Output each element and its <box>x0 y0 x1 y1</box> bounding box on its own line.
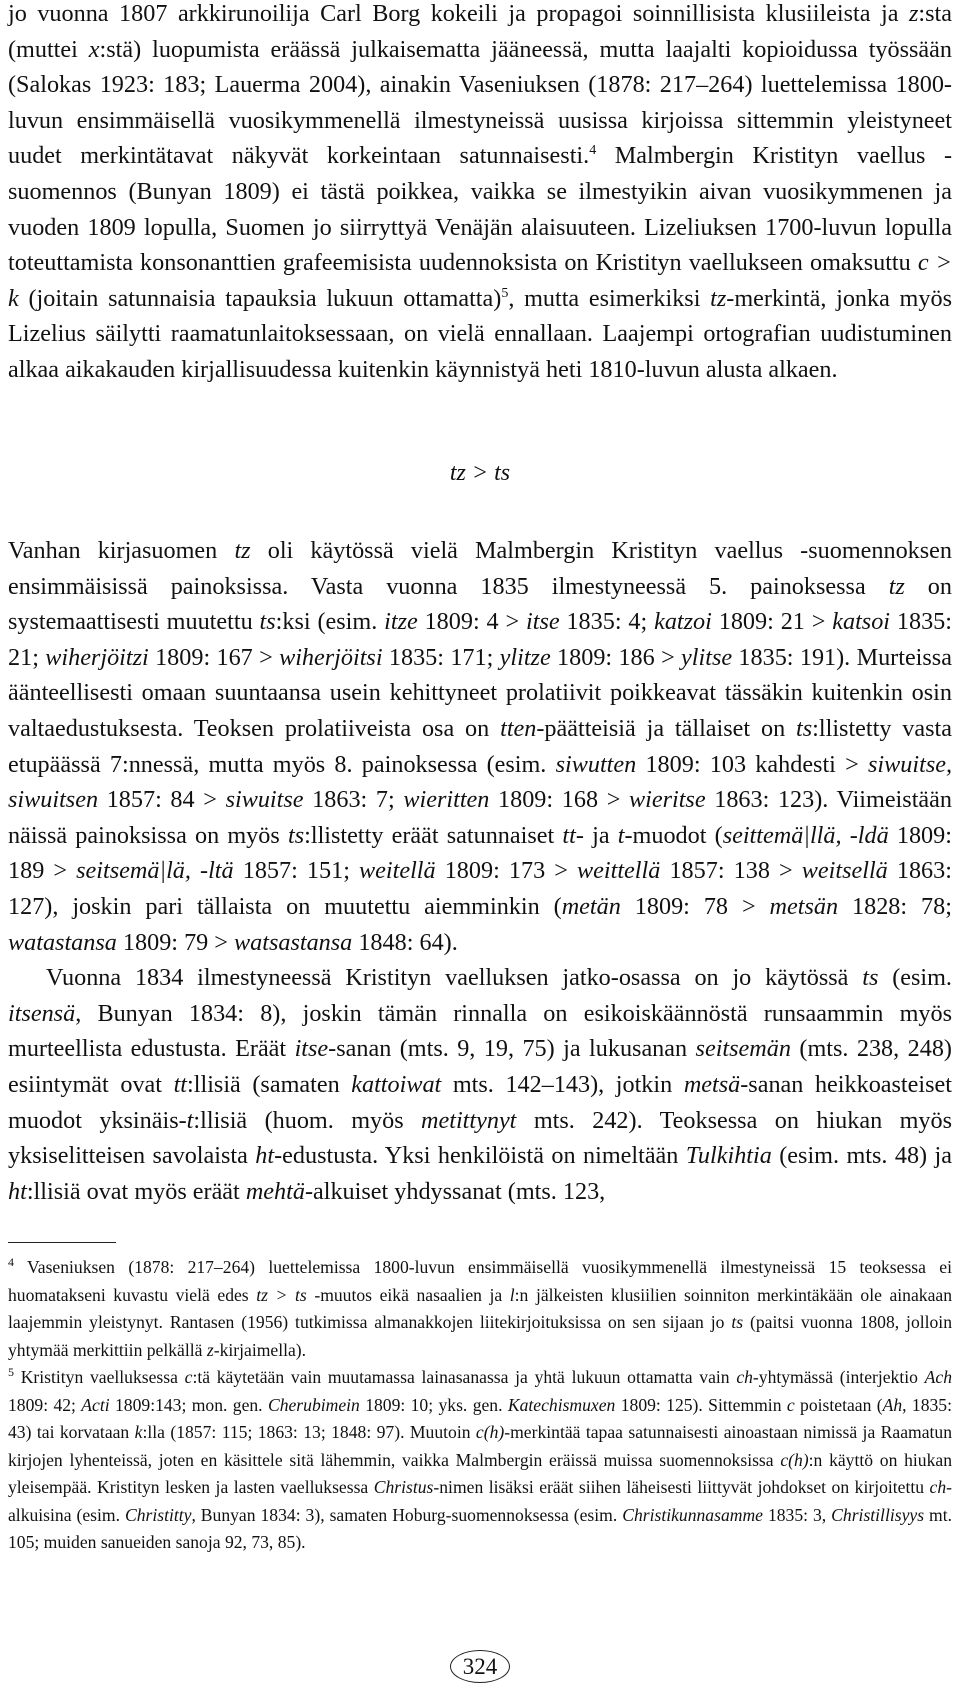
italic-run: kattoiwat <box>351 1070 442 1098</box>
text-run: Vaseniuksen (1878: 217–264) luettelemissa 1800-luvun ensimmäisellä vuosikymmenellä ilmestyneissä 15 teoksessa ei huomatakseni kuvastu vielä edes <box>8 1257 952 1305</box>
footnote-number: 4 <box>8 1255 14 1270</box>
text-run: -päätteisiä ja tällaiset on <box>536 714 797 742</box>
text-run: :n käyttö on hiukan yleisempää. Kristityn lesken ja lasten vaelluksessa <box>8 1449 952 1497</box>
text-run: :lla (1857: 115; 1863: 13; 1848: 97). Muutoin <box>142 1422 476 1442</box>
text-run: mts. 242). Teoksessa on hiukan myös yksiselitteisen savolaista <box>8 1106 953 1170</box>
text-run: -sanan heikkoasteiset muodot yksinäis- <box>8 1070 952 1134</box>
text-run: -edustusta. Yksi henkilöistä on nimeltään <box>274 1142 686 1170</box>
text-run: 1848: 64). <box>352 928 458 956</box>
italic-run: Christitty <box>124 1504 192 1525</box>
footnote-4 <box>8 1254 952 1364</box>
text-run: :llisiä ovat myös eräät <box>26 1177 246 1205</box>
italic-run: Katechismuxen <box>507 1394 616 1415</box>
text-run: , mutta esimerkiksi <box>508 284 711 312</box>
text-run: :llisiä (huom. myös <box>193 1106 422 1134</box>
italic-run: siwuitse, siwuitsen <box>8 750 953 814</box>
text-run: (paitsi vuonna 1808, jolloin yhtymää merkittiin pelkällä <box>8 1312 952 1360</box>
text-run: 1835: 191). Murteissa äänteellisesti omaan suuntaansa usein kehittyneet prolatiivit poikkeavat tässäkin kuitenkin osin valtaedustuksesta. Teoksen prolatiiveista osa on <box>8 643 952 742</box>
italic-run: z <box>206 1339 214 1360</box>
italic-run: katsoi <box>832 608 891 636</box>
text-run: 1809: 103 kahdesti > <box>636 750 869 778</box>
text-run: -nimen lisäksi eräät siihen läheisesti liittyvät johdokset on kirjoitettu <box>433 1477 930 1497</box>
text-run: 1857: 151; <box>233 857 360 885</box>
text-run: ja <box>583 821 618 849</box>
section-heading: tz > ts <box>449 460 511 486</box>
text-run: (joitain satunnaisia tapauksia lukuun ottamatta) <box>18 284 502 312</box>
italic-run: siwutten <box>555 750 637 778</box>
footnote-ref-4[interactable]: 4 <box>589 143 597 159</box>
italic-run: tz <box>710 284 727 312</box>
italic-run: Cherubimein <box>267 1394 360 1415</box>
text-run: :llistetty vasta etupäässä 7:nnessä, mutta myös 8. painoksessa (esim. <box>8 714 953 778</box>
italic-run: itze <box>384 608 418 636</box>
text-run: -merkintää tapaa satunnaisesti ainoastaan nimissä ja Raamatun kirjojen lyhenteissä, joten en käsittele sitä lähemmin, vaikka Malmbergin eräissä muissa suomennoksissa <box>8 1422 952 1470</box>
text-run: (mts. 238, 248) esiintymät ovat <box>8 1035 952 1098</box>
text-run: 1809: 173 > <box>435 857 578 885</box>
text-run: 1835: 21; <box>8 608 952 671</box>
text-run: 1809: 42; <box>8 1394 82 1415</box>
italic-run: weittellä <box>577 857 661 885</box>
text-run: on systemaattisesti muutettu <box>8 572 952 636</box>
italic-run: Christillisyys <box>831 1504 925 1525</box>
text-run: -muutos eikä nasaalien ja <box>306 1284 510 1305</box>
italic-run: seittemä|llä, -ldä <box>722 821 889 849</box>
text-run: 1857: 138 > <box>660 857 802 885</box>
text-run: mts. 142–143), jotkin <box>441 1070 684 1098</box>
text-run: -yhtymässä (interjektio <box>752 1367 925 1387</box>
italic-run: c > k <box>8 249 952 312</box>
italic-run: k <box>134 1422 143 1442</box>
text-run: 1863: 123). Viimeistään näissä painoksissa on myös <box>8 786 952 849</box>
italic-run: Christus <box>373 1477 434 1497</box>
text-run: :ksi (esim. <box>275 608 385 636</box>
text-run: -sanan (mts. 9, 19, 75) ja lukusanan <box>328 1035 696 1063</box>
paragraph-2 <box>8 533 952 960</box>
italic-run: Ach <box>924 1367 952 1387</box>
italic-run: ts <box>796 714 813 742</box>
text-run: :llistetty eräät satunnaiset <box>304 821 563 849</box>
italic-run: metsän <box>769 892 839 920</box>
italic-run: tt <box>173 1070 188 1098</box>
italic-run: wieritse <box>628 786 706 814</box>
text-run: (esim. mts. 48) ja <box>771 1142 952 1170</box>
text-run: 1835: 3, <box>762 1504 832 1525</box>
footnote-5 <box>8 1364 952 1557</box>
footnotes <box>8 1254 952 1557</box>
italic-run: watastansa <box>8 928 117 956</box>
text-run: Kristityn vaelluksessa <box>14 1367 185 1387</box>
text-run: :tä käytetään vain muutamassa lainasanassa ja yhtä lukuun ottamatta vain <box>192 1367 737 1387</box>
text-run: 1809: 21 > <box>711 608 833 636</box>
italic-run: ch <box>929 1477 947 1497</box>
italic-run: metän <box>561 892 621 920</box>
text-run: 1809: 189 > <box>8 821 952 885</box>
italic-run: ht <box>255 1142 275 1170</box>
footnote-divider <box>8 1242 116 1243</box>
italic-run: c <box>786 1394 795 1415</box>
text-run: , Bunyan 1834: 8), joskin tämän rinnalla on esikoiskäännöstä runsaammin myös murteellista edustusta. Eräät <box>8 999 952 1063</box>
italic-run: tz > ts <box>256 1284 307 1305</box>
italic-run: weitellä <box>359 857 436 885</box>
italic-run: wiherjöitsi <box>279 643 383 671</box>
italic-run: Acti <box>81 1394 110 1415</box>
text-run: 1809: 79 > <box>116 928 234 956</box>
italic-run: ts <box>287 821 305 849</box>
text-run: 1809: 125). Sittemmin <box>615 1394 787 1415</box>
text-run: 1809: 4 > <box>417 608 526 636</box>
text-run: 1828: 78; <box>838 892 952 920</box>
italic-run: tz <box>888 572 905 600</box>
text-run: , Bunyan 1834: 3), samaten Hoburg-suomennoksessa (esim. <box>191 1504 623 1525</box>
text-run: -alkuisina (esim. <box>8 1477 953 1525</box>
text-run: 1835: 4; <box>559 608 655 636</box>
italic-run: tt- <box>562 821 584 849</box>
section-body <box>8 533 952 1209</box>
text-run: -muodot ( <box>624 821 723 849</box>
italic-run: ylitze <box>499 643 551 671</box>
text-run: (esim. <box>878 964 952 992</box>
italic-run: wiherjöitzi <box>45 643 149 671</box>
footnote-number: 5 <box>8 1365 14 1380</box>
italic-run: t <box>186 1106 194 1134</box>
text-run: Vuonna 1834 ilmestyneessä Kristityn vaelluksen jatko-osassa on jo käytössä <box>46 964 863 992</box>
text-run: oli käytössä vielä Malmbergin Kristityn vaellus -suomennoksen ensimmäisissä painoksissa. Vasta vuonna 1835 ilmestyneessä 5. painoksessa <box>8 537 952 600</box>
italic-run: t <box>617 821 625 849</box>
italic-run: siwuitse <box>225 786 304 814</box>
text-run: 1809: 10; yks. gen. <box>359 1394 508 1415</box>
text-run: 1863: 127), joskin pari tällaista on muutettu aiemminkin ( <box>8 857 952 920</box>
italic-run: ts <box>259 608 276 636</box>
italic-run: katzoi <box>654 608 712 636</box>
italic-run: Christikunnasamme <box>622 1504 763 1525</box>
italic-run: watsastansa <box>234 928 353 956</box>
italic-run: metsä <box>683 1070 741 1098</box>
italic-run: z <box>908 0 919 27</box>
italic-run: x <box>88 35 100 63</box>
text-run: 1809: 167 > <box>148 643 280 671</box>
text-run: :n jälkeisten klusiilien soinniton merkintäkään ole ainakaan laajemmin yleistynyt. Rantasen (1956) tutkimissa almanakkojen liitekirjoituksissa on sen sijaan jo <box>8 1284 952 1332</box>
italic-run: ch <box>736 1367 753 1387</box>
footnote-ref-5[interactable]: 5 <box>501 285 509 301</box>
text-run: Vanhan kirjasuomen <box>8 537 235 564</box>
italic-run: c(h) <box>475 1422 505 1442</box>
text-run: -alkuiset yhdyssanat (mts. 123, <box>304 1177 606 1205</box>
text-run: -merkintä, jonka myös Lizelius säilytti raamatunlaitoksessaan, on vielä ennallaan. Laajempi ortografian uudistuminen alkaa aikakauden kirjallisuudessa kuitenkin käynnistyä heti 1810-luvun alusta alkaen. <box>8 284 952 383</box>
text-run: 1809:143; mon. gen. <box>109 1394 268 1415</box>
italic-run: wieritten <box>403 786 490 814</box>
italic-run: itsensä <box>8 999 76 1027</box>
text-run: poistetaan ( <box>794 1394 883 1415</box>
page-number: 324 <box>450 1650 510 1683</box>
text-run: :stä) luopumista eräässä julkaisematta jääneessä, mutta laajalti kopioidussa työssään (Salokas 1923: 183; Lauerma 2004), ainakin Vaseniuksen (1878: 217–264) luettelemissa 1800-luvun ensimmäisellä vuosikymmenellä ilmestyneissä uusissa kirjoissa sittemmin yleistyneet uudet merkintätavat näkyvät korkeintaan satunnaisesti. <box>8 35 952 170</box>
italic-run: mehtä <box>245 1177 305 1205</box>
italic-run: ts <box>862 964 879 992</box>
text-run: 1809: 186 > <box>550 643 682 671</box>
text-run: :sta (muttei <box>8 0 952 63</box>
paragraph-1 <box>8 0 952 388</box>
text-run: Malmbergin Kristityn vaellus -suomennos (Bunyan 1809) ei tästä poikkea, vaikka se ilmestyikin aivan vuosikymmenen ja vuoden 1809 lopulla, Suomen jo siirryttyä Venäjän alaisuuteen. Lizeliuksen 1700-luvun lopulla toteuttamista konsonanttien grafeemisista uudennoksista on Kristityn vaellukseen omaksuttu <box>8 142 952 277</box>
italic-run: tz <box>234 537 251 564</box>
text-run: :llisiä (samaten <box>187 1070 352 1098</box>
italic-run: weitsellä <box>801 857 888 885</box>
italic-run: seitsemä|lä, -ltä <box>76 857 234 885</box>
italic-run: itse <box>294 1035 329 1063</box>
text-run: 1857: 84 > <box>98 786 226 814</box>
text-run: 1809: 168 > <box>489 786 629 814</box>
text-run: , 1835: 43) tai korvataan <box>8 1394 952 1442</box>
italic-run: Ah <box>882 1394 903 1415</box>
italic-run: metittynyt <box>421 1106 517 1134</box>
paragraph-3 <box>8 960 952 1209</box>
italic-run: c <box>184 1367 193 1387</box>
text-run: 1835: 171; <box>382 643 500 671</box>
italic-run: tten <box>500 714 537 742</box>
body-text <box>8 0 952 388</box>
italic-run: ht <box>8 1177 27 1205</box>
italic-run: ts <box>731 1312 744 1332</box>
italic-run: l <box>509 1284 515 1305</box>
italic-run: itse <box>526 608 560 636</box>
italic-run: c(h) <box>780 1449 809 1470</box>
text-run: jo vuonna 1807 arkkirunoilija Carl Borg kokeili ja propagoi soinnillisista klusiileista ja <box>8 0 909 27</box>
text-run: mt. 105; muiden sanueiden sanoja 92, 73, 85). <box>8 1504 952 1552</box>
italic-run: ylitse <box>681 643 733 671</box>
text-run: -kirjaimella). <box>213 1339 307 1360</box>
italic-run: seitsemän <box>695 1035 791 1063</box>
text-run: 1863: 7; <box>303 786 404 814</box>
text-run: 1809: 78 > <box>620 892 770 920</box>
italic-run: Tulkihtia <box>685 1142 772 1170</box>
